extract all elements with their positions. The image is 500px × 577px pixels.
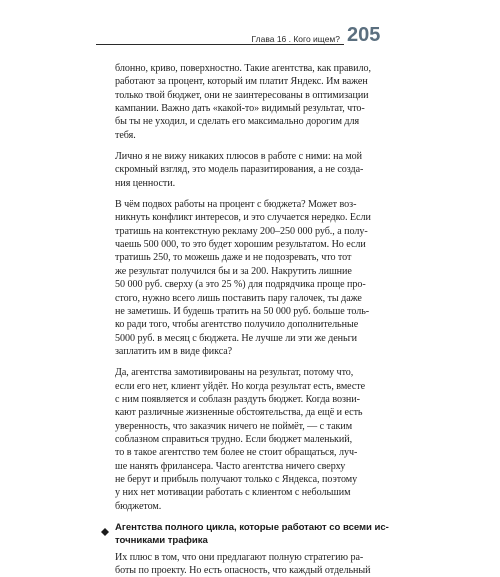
paragraph-2 xyxy=(115,150,364,190)
heading-line: точниками трафика xyxy=(115,535,208,547)
text-line: то в такое агентство тем более не стоит обращаться, луч- xyxy=(115,447,358,459)
running-head: Глава 16 . Кого ищем? xyxy=(251,34,340,44)
text-line: боты по проекту. Но есть опасность, что каждый отдельный xyxy=(115,565,371,577)
bullet-heading xyxy=(115,521,389,548)
text-line: если его нет, клиент уйдёт. Но когда результат есть, вместе xyxy=(115,380,366,392)
text-line: скромный взгляд, это модель паразитирования, а не созда- xyxy=(115,164,364,176)
header-rule xyxy=(96,44,344,45)
text-line: не заметишь. И будешь тратить на 50 000 руб. больше толь- xyxy=(115,305,370,317)
text-line: же результат получился бы и за 200. Накрутить лишние xyxy=(115,265,352,277)
text-line: только твой бюджет, они не заинтересованы в оптимизации xyxy=(115,89,369,101)
text-line: кают различные жизненные обстоятельства, да ещё и есть xyxy=(115,407,363,419)
text-line: Лично я не вижу никаких плюсов в работе с ними: на мой xyxy=(115,151,363,163)
text-line: не берут и прибыль получают только с Яндекса, поэтому xyxy=(115,473,358,485)
text-line: Их плюс в том, что они предлагают полную стратегию ра- xyxy=(115,551,364,563)
text-line: бюджетом. xyxy=(115,500,162,512)
heading-line: Агентства полного цикла, которые работают со всеми ис- xyxy=(115,522,389,533)
text-line: ше нанять фрилансера. Часто агентства ничего сверху xyxy=(115,460,346,472)
paragraph-4 xyxy=(115,366,366,513)
paragraph-1 xyxy=(115,62,371,142)
text-line: бы ты не уходил, и сделать его максимально дорогим для xyxy=(115,116,360,128)
text-line: чаешь 500 000, то это будет хорошим результатом. Но если xyxy=(115,239,366,251)
text-line: тратишь на контекстную рекламу 200–250 000 руб., а полу- xyxy=(115,225,368,237)
text-line: уверенность, что заказчик ничего не поймёт, — с таким xyxy=(115,420,353,432)
text-line: стого, нужно всего лишь поставить пару галочек, ты даже xyxy=(115,292,362,304)
text-line: блонно, криво, поверхностно. Такие агентства, как правило, xyxy=(115,63,371,74)
paragraph-3 xyxy=(115,198,371,358)
text-line: работают за процент, который им платит Яндекс. Им важен xyxy=(115,76,368,88)
diamond-bullet-icon xyxy=(101,523,109,531)
text-line: В чём подвох работы на процент с бюджета? Может воз- xyxy=(115,199,357,211)
text-line: тратишь 250, то можешь даже и не подозревать, что тот xyxy=(115,252,352,264)
text-line: Да, агентства замотивированы на результат, потому что, xyxy=(115,367,354,379)
text-line: заплатить им в виде фикса? xyxy=(115,345,233,357)
text-line: 50 000 руб. сверху (а это 25 %) для подрядчика проще про- xyxy=(115,279,366,291)
text-line: 5000 руб. в месяц с бюджета. Не лучше ли эти же деньги xyxy=(115,332,358,344)
text-line: соблазном справиться трудно. Если бюджет маленький, xyxy=(115,433,353,445)
text-line: у них нет мотивации работать с клиентом с небольшим xyxy=(115,487,351,499)
text-line: никнуть конфликт интересов, и это случается нередко. Если xyxy=(115,212,371,224)
text-line: с ним появляется и соблазн раздуть бюджет. Когда возни- xyxy=(115,393,360,405)
text-line: кампании. Важно дать «какой-то» видимый результат, что- xyxy=(115,103,365,115)
paragraph-5 xyxy=(115,551,371,577)
page-number: 205 xyxy=(347,24,381,46)
text-line: ко ради того, чтобы агентство получило дополнительные xyxy=(115,319,359,331)
text-line: тебя. xyxy=(115,129,136,141)
text-line: ния ценности. xyxy=(115,177,176,189)
